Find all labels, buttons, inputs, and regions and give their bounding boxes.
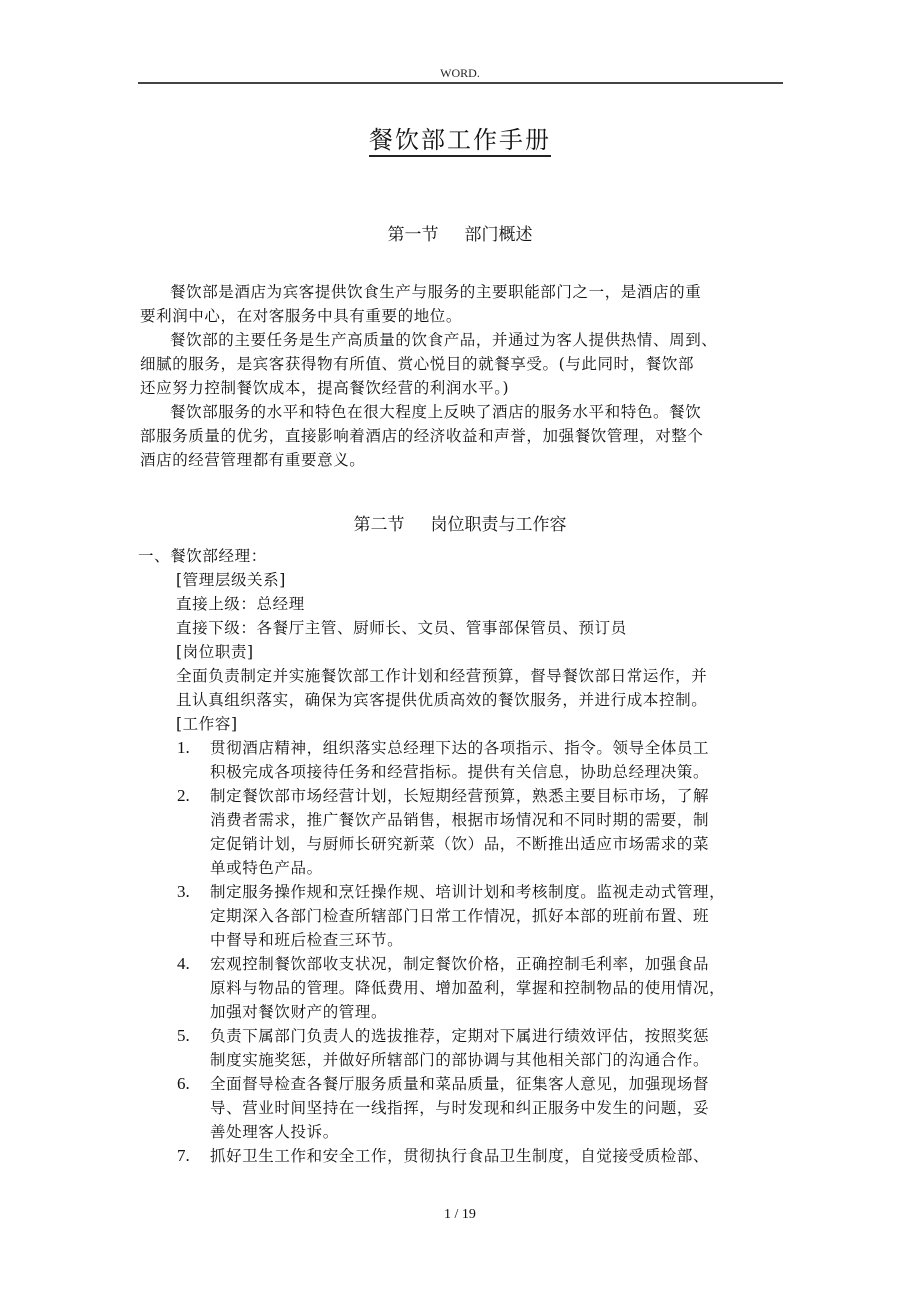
item-line: 积极完成各项接待任务和经营指标。提供有关信息，协助总经理决策。 (210, 763, 710, 781)
duty-line: 全面负责制定并实施餐饮部工作计划和经营预算，督导餐饮部日常运作，并 (176, 667, 708, 685)
item-line: 制定服务操作规和烹饪操作规、培训计划和考核制度。监视走动式管理， (210, 883, 726, 901)
page-number: 1 / 19 (444, 1207, 476, 1222)
subordinates-line: 直接下级：各餐厅主管、厨师长、文员、管事部保管员、预订员 (176, 619, 627, 637)
manager-heading: 一、餐饮部经理： (138, 547, 267, 565)
document-title (0, 120, 920, 155)
overview-line: 要利润中心，在对客服务中具有重要的地位。 (140, 307, 463, 325)
overview-line: 还应努力控制餐饮成本，提高餐饮经营的利润水平。) (140, 379, 510, 397)
section-1-heading (0, 220, 920, 245)
document-title-text: 餐饮部工作手册 (369, 126, 551, 157)
work-label: [工作容] (176, 715, 238, 733)
item-line: 加强对餐饮财产的管理。 (210, 1003, 388, 1021)
overview-line: 部服务质量的优劣，直接影响着酒店的经济收益和声誉，加强餐饮管理，对整个 (140, 427, 704, 445)
section-2-heading (0, 510, 920, 535)
item-number: 4. (177, 954, 190, 973)
item-line: 定期深入各部门检查所辖部门日常工作情况，抓好本部的班前布置、班 (210, 907, 710, 925)
item-line: 消费者需求，推广餐饮产品销售，根据市场情况和不同时期的需要，制 (210, 811, 710, 829)
item-line: 导、营业时间坚持在一线指挥，与时发现和纠正服务中发生的问题，妥 (210, 1099, 710, 1117)
overview-line: 细腻的服务，是宾客获得物有所值、赏心悦目的就餐享受。(与此同时，餐饮部 (140, 355, 695, 373)
item-line: 抓好卫生工作和安全工作，贯彻执行食品卫生制度，自觉接受质检部、 (210, 1147, 710, 1165)
item-line: 宏观控制餐饮部收支状况，制定餐饮价格，正确控制毛利率，加强食品 (210, 955, 710, 973)
item-line: 中督导和班后检查三环节。 (210, 931, 404, 949)
item-line: 单或特色产品。 (210, 859, 323, 877)
item-line: 制度实施奖惩，并做好所辖部门的部协调与其他相关部门的沟通合作。 (210, 1051, 710, 1069)
item-number: 7. (177, 1146, 190, 1165)
item-line: 原料与物品的管理。降低费用、增加盈利，掌握和控制物品的使用情况， (210, 979, 726, 997)
item-line: 负责下属部门负责人的选拔推荐，定期对下属进行绩效评估，按照奖惩 (210, 1027, 710, 1045)
item-number: 5. (177, 1026, 190, 1045)
item-number: 3. (177, 882, 190, 901)
page-header: WORD. (440, 66, 480, 80)
section-2-number: 第二节 (353, 515, 405, 535)
item-line: 定促销计划，与厨师长研究新菜（饮）品，不断推出适应市场需求的菜 (210, 835, 710, 853)
superior-line: 直接上级：总经理 (176, 595, 305, 613)
item-line: 善处理客人投诉。 (210, 1123, 339, 1141)
section-1-name: 部门概述 (464, 225, 533, 245)
section-2-name: 岗位职责与工作容 (430, 515, 567, 535)
item-line: 全面督导检查各餐厅服务质量和菜品质量，征集客人意见，加强现场督 (210, 1075, 710, 1093)
overview-line: 餐饮部是酒店为宾客提供饮食生产与服务的主要职能部门之一，是酒店的重 (170, 283, 702, 301)
overview-line: 酒店的经营管理都有重要意义。 (140, 451, 366, 469)
overview-line: 餐饮部服务的水平和特色在很大程度上反映了酒店的服务水平和特色。餐饮 (170, 403, 702, 421)
item-line: 贯彻酒店精神，组织落实总经理下达的各项指示、指令。领导全体员工 (210, 739, 710, 757)
item-number: 6. (177, 1074, 190, 1093)
header-divider (138, 82, 783, 84)
duty-label: [岗位职责] (176, 643, 254, 661)
overview-line: 餐饮部的主要任务是生产高质量的饮食产品，并通过为客人提供热情、周到、 (170, 331, 718, 349)
item-line: 制定餐饮部市场经营计划，长短期经营预算，熟悉主要目标市场，了解 (210, 787, 710, 805)
item-number: 1. (177, 738, 190, 757)
item-number: 2. (177, 786, 190, 805)
section-1-number: 第一节 (387, 225, 439, 245)
hierarchy-label: [管理层级关系] (176, 571, 286, 589)
duty-line: 且认真组织落实，确保为宾客提供优质高效的餐饮服务，并进行成本控制。 (176, 691, 708, 709)
